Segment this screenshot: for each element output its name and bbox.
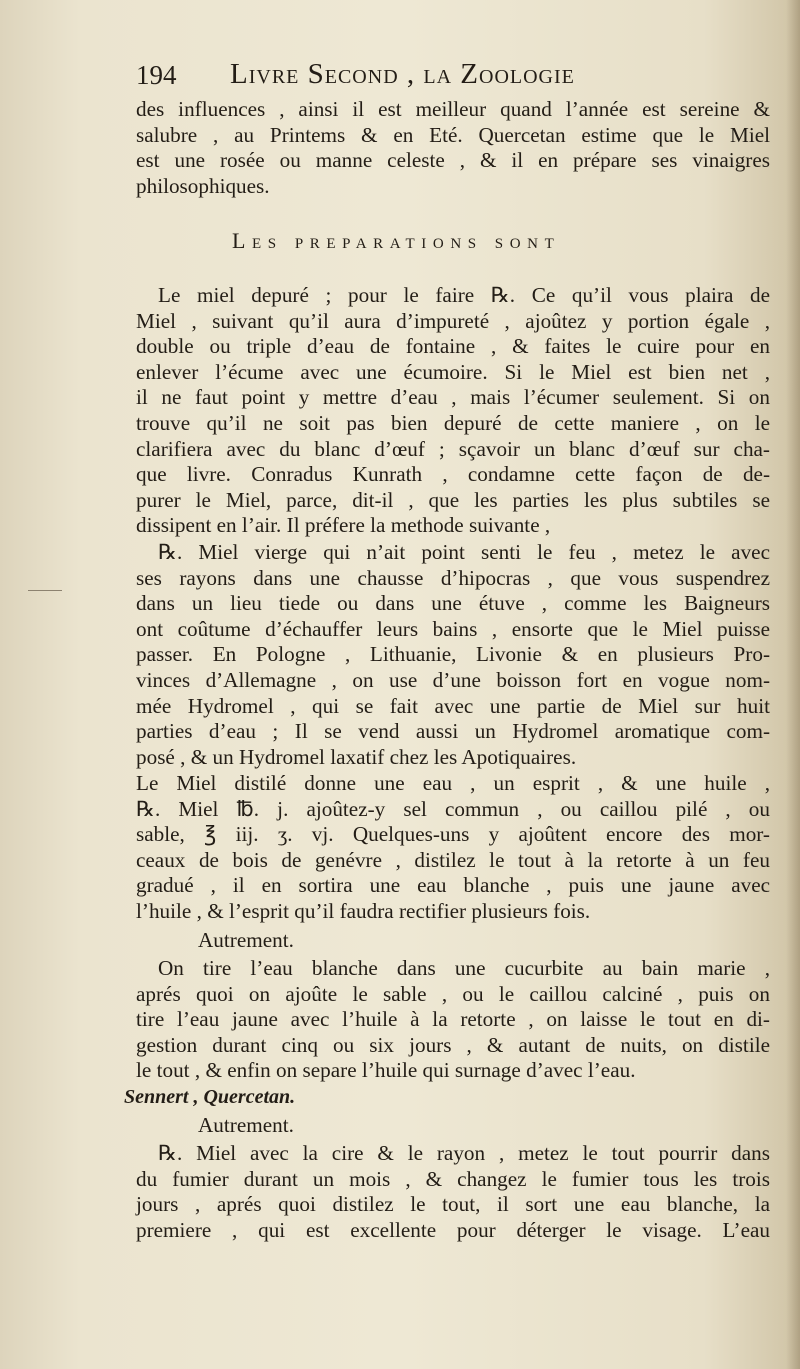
text-line: Miel , suivant qu’il aura d’impureté , ajoûtez y portion égale ,: [136, 308, 770, 333]
text-line: salubre , au Printems & en Eté. Quercetan estime que le Miel: [136, 122, 770, 147]
page-header: [136, 58, 776, 98]
text-line: ses rayons dans une chausse d’hipocras , que vous suspendrez: [136, 565, 770, 590]
margin-mark: [28, 590, 62, 591]
text-line: le tout , & enfin on separe l’huile qui surnage d’avec l’eau.: [136, 1058, 636, 1083]
text-line: double ou triple d’eau de fontaine , & faites le cuire pour en: [136, 334, 770, 359]
text-line: gradué , il en sortira une eau blanche , puis une jaune avec: [136, 873, 770, 898]
page-number: 194: [136, 60, 177, 90]
text-line: il ne faut point y mettre d’eau , mais l’écumer seulement. Si on: [136, 385, 770, 410]
running-title: Livre Second , la Zoologie: [230, 58, 575, 90]
paragraph-1: [136, 97, 770, 199]
text-line: ont coûtume d’échauffer leurs bains , ensorte que le Miel puisse: [136, 616, 770, 641]
subheading-autrement: Autrement.: [198, 1113, 294, 1137]
text-line: posé , & un Hydromel laxatif chez les Apotiquaires.: [136, 744, 577, 769]
paragraph-3: [136, 540, 770, 770]
text-line: ℞. Miel vierge qui n’ait point senti le feu , metez le avec: [158, 540, 770, 564]
text-line: tire l’eau jaune avec l’huile à la retorte , on laisse le tout en di-: [136, 1007, 770, 1032]
paragraph-5: [136, 956, 770, 1084]
text-line: dans un lieu tiede ou dans une étuve , comme les Baigneurs: [136, 591, 770, 616]
paragraph-2: [136, 283, 770, 539]
text-line: On tire l’eau blanche dans une cucurbite au bain marie ,: [158, 956, 770, 980]
text-line: purer le Miel, parce, dit-il , que les parties les plus subtiles se: [136, 487, 770, 512]
text-line: l’huile , & l’esprit qu’il faudra rectifier plusieurs fois.: [136, 898, 591, 923]
text-line: clarifiera avec du blanc d’œuf ; sçavoir un blanc d’œuf sur cha-: [136, 436, 770, 461]
text-line: aprés quoi on ajoûte le sable , ou le caillou calciné , puis on: [136, 981, 770, 1006]
text-line: des influences , ainsi il est meilleur quand l’année est sereine &: [136, 97, 770, 121]
text-line: mée Hydromel , qui se fait avec une partie de Miel sur huit: [136, 693, 770, 718]
text-line: premiere , qui est excellente pour déterger le visage. L’eau: [136, 1217, 770, 1242]
text-line: Le Miel distilé donne une eau , un esprit , & une huile ,: [136, 771, 770, 795]
text-line: est une rosée ou manne celeste , & il en prépare ses vinaigres: [136, 148, 770, 173]
text-line: vinces d’Allemagne , on use d’une boisson fort en vogue nom-: [136, 667, 770, 692]
section-heading: Les preparations sont: [232, 228, 561, 253]
subheading-autrement: Autrement.: [198, 928, 294, 952]
text-line: dissipent en l’air. Il préfere la methode suivante ,: [136, 513, 551, 538]
text-line: enlever l’écume avec une écumoire. Si le Miel est bien net ,: [136, 359, 770, 384]
paragraph-6: [136, 1141, 770, 1243]
text-line: parties d’eau ; Il se vend aussi un Hydromel aromatique com-: [136, 719, 770, 744]
text-line: philosophiques.: [136, 173, 270, 198]
page-edge-shadow: [786, 0, 800, 1369]
text-line: jours , aprés quoi distilez le tout, il sort une eau blanche, la: [136, 1192, 770, 1217]
text-line: que livre. Conradus Kunrath , condamne cette façon de de-: [136, 462, 770, 487]
text-line: ℞. Miel avec la cire & le rayon , metez le tout pourrir dans: [158, 1141, 770, 1165]
text-line: Le miel depuré ; pour le faire ℞. Ce qu’il vous plaira de: [158, 283, 770, 307]
paragraph-4: [136, 771, 770, 925]
text-line: ℞. Miel ℔. j. ajoûtez-y sel commun , ou caillou pilé , ou: [136, 796, 770, 821]
text-line: sable, ℥ iij. ʒ. vj. Quelques-uns y ajoûtent encore des mor-: [136, 822, 770, 847]
text-line: du fumier durant un mois , & changez le fumier tous les trois: [136, 1166, 770, 1191]
text-line: gestion durant cinq ou six jours , & autant de nuits, on distile: [136, 1032, 770, 1057]
citation: Sennert , Quercetan.: [124, 1086, 296, 1108]
text-line: ceaux de bois de genévre , distilez le tout à la retorte à un feu: [136, 847, 770, 872]
text-line: trouve qu’il ne soit pas bien depuré de cette maniere , on le: [136, 410, 770, 435]
text-line: passer. En Pologne , Lithuanie, Livonie & en plusieurs Pro-: [136, 642, 770, 667]
